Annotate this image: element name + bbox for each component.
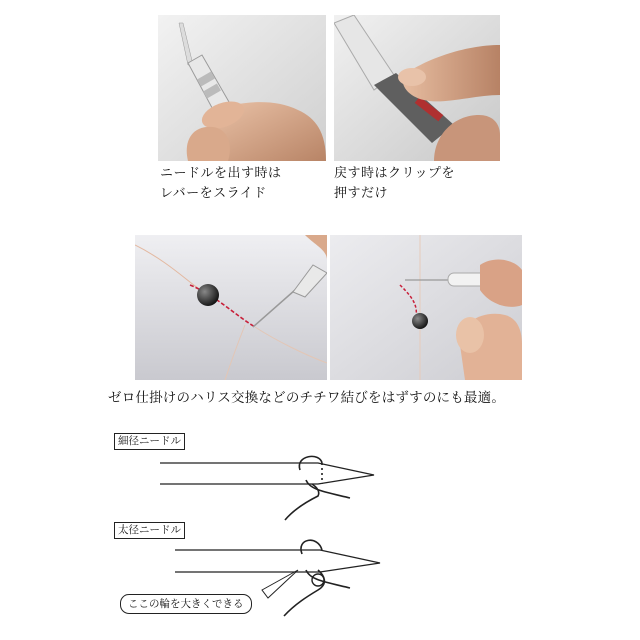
loop-callout: ここの輪を大きくできる xyxy=(120,594,252,614)
caption-lever-line2: レバーをスライド xyxy=(160,186,267,201)
photo-clip-press xyxy=(334,15,500,161)
thin-needle-illustration xyxy=(160,456,374,520)
caption-clip xyxy=(334,164,455,204)
usage-note: ゼロ仕掛けのハリス交換などのチチワ結びをはずすのにも最適。 xyxy=(108,390,506,406)
caption-clip-line2: 押すだけ xyxy=(334,186,389,201)
photo-knot-sinker xyxy=(135,235,327,380)
caption-lever-line1: ニードルを出す時は xyxy=(160,166,282,181)
photo-hands-line xyxy=(330,235,522,380)
label-thick-needle: 太径ニードル xyxy=(114,522,185,539)
caption-lever xyxy=(160,164,282,204)
callout-pointer xyxy=(262,570,298,598)
photo-lever-slide xyxy=(158,15,326,161)
caption-clip-line1: 戻す時はクリップを xyxy=(334,166,455,181)
needle-diagram xyxy=(0,420,640,640)
label-thin-needle: 細径ニードル xyxy=(114,433,185,450)
